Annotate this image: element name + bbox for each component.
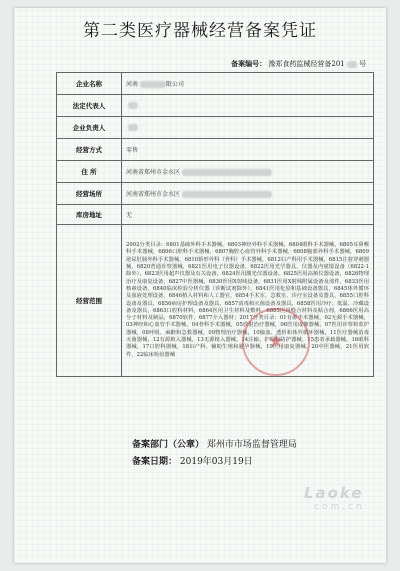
seal-star-icon: ★ bbox=[267, 331, 285, 352]
legal-rep-label: 法定代表人 bbox=[57, 95, 122, 117]
warehouse-label: 库房地址 bbox=[57, 205, 122, 225]
company-name-value bbox=[122, 73, 374, 95]
company-name-label: 企业名称 bbox=[57, 73, 122, 95]
manager-value bbox=[122, 117, 374, 139]
scope-label: 经营范围 bbox=[57, 225, 122, 377]
redaction-mask bbox=[182, 169, 272, 176]
business-mode-value: 零售 bbox=[122, 139, 374, 161]
residence-value bbox=[122, 161, 374, 183]
row-company-name bbox=[57, 73, 374, 95]
document-title: 第二类医疗器械经营备案凭证 bbox=[83, 21, 317, 41]
redaction-mask bbox=[128, 124, 138, 131]
company-name-suffix: 限公司 bbox=[166, 81, 185, 88]
filing-number-prefix: 豫郑食药监械经营备201 bbox=[268, 60, 345, 68]
row-manager bbox=[57, 117, 374, 139]
laoke-watermark bbox=[304, 484, 365, 512]
filing-number-label: 备案编号： bbox=[231, 59, 267, 68]
official-seal bbox=[242, 308, 310, 376]
filing-table bbox=[56, 72, 374, 377]
row-business-mode bbox=[57, 139, 374, 161]
row-warehouse bbox=[57, 205, 374, 225]
filing-number bbox=[231, 59, 366, 69]
residence-prefix: 河南省郑州市金水区 bbox=[126, 169, 181, 176]
redaction-mask bbox=[347, 61, 357, 68]
watermark-main: Laoke bbox=[304, 484, 364, 502]
legal-rep-value bbox=[122, 95, 374, 117]
premises-value bbox=[122, 183, 374, 205]
row-residence bbox=[57, 161, 374, 183]
watermark-sub: com.cn bbox=[314, 502, 365, 512]
filing-certificate bbox=[14, 8, 386, 563]
manager-label: 企业负责人 bbox=[57, 117, 122, 139]
filing-department bbox=[132, 437, 297, 450]
row-premises bbox=[57, 183, 374, 205]
scope-value: 2002分类目录：6801基础外科手术器械，6803神经外科手术器械，6804眼科手术器械，6805耳鼻喉科手术器械，6806口腔科手术器械，6807胸腔心血管外科手术器械，6808腹部外科手术器械，6809泌尿肛肠外科手术器械，6810矫形外科（骨科）手术器械，6812妇产科用手术器械，6815注射穿刺器械，6820普通诊察器械，6821医用电子仪器设备，6822医用光学器具、仪器及内窥镜设备（6822-1除外），6823医用超声仪器及有关设备，6824医用激光仪器设备，6825医用高频仪器设备，6826物理治疗及康复设备，6827中医器械，6830医用X射线设备，6831医用X射线附属设备及部件，6833医用核素设备，6840临床检验分析仪器（诊断试剂除外），6841医用化验和基础设备器具，6845体外循环及血液处理设备，6846植入材料和人工器官，6854手术室、急救室、诊疗室设备及器具，6855口腔科设备及器具，6856病房护理设备及器具，6857消毒和灭菌设备及器具，6858医用冷疗、低温、冷藏设备及器具，6863口腔科材料，6864医用卫生材料及敷料，6865医用缝合材料及粘合剂，6866医用高分子材料及制品，6870软件，6877介入器材；2017分类目录：01有源手术器械，02无源手术器械，03神经和心血管手术器械，04骨科手术器械，05放射治疗器械，06医用成像器械，07医用诊察和监护器械，08呼吸、麻醉和急救器械，09物理治疗器械，10输血、透析和体外循环器械，11医疗器械消毒灭菌器械，12有源植入器械，13无源植入器械，14注输、护理和防护器械，15患者承载器械，16眼科器械，17口腔科器械，18妇产科、辅助生殖和避孕器械，19医用康复器械，20中医器械，21医用软件，22临床检验器械 bbox=[122, 225, 374, 377]
company-name-prefix: 河南 bbox=[126, 81, 139, 88]
redaction-mask bbox=[140, 81, 166, 88]
row-legal-rep bbox=[57, 95, 374, 117]
filing-date-value: 2019年03月19日 bbox=[179, 457, 253, 467]
residence-label: 住 所 bbox=[57, 161, 122, 183]
premises-label: 经营场所 bbox=[57, 183, 122, 205]
business-mode-label: 经营方式 bbox=[57, 139, 122, 161]
premises-prefix: 河南省郑州市金水区 bbox=[126, 191, 181, 198]
filing-date bbox=[132, 454, 253, 467]
filing-department-label: 备案部门（公章） bbox=[132, 440, 205, 450]
filing-department-value: 郑州市市场监督管理局 bbox=[206, 440, 297, 450]
filing-number-suffix: 号 bbox=[359, 60, 366, 68]
filing-date-label: 备案日期： bbox=[132, 457, 178, 467]
row-scope bbox=[57, 225, 374, 377]
redaction-mask bbox=[128, 102, 138, 109]
redaction-mask bbox=[182, 191, 272, 198]
warehouse-value: 无 bbox=[122, 205, 374, 225]
